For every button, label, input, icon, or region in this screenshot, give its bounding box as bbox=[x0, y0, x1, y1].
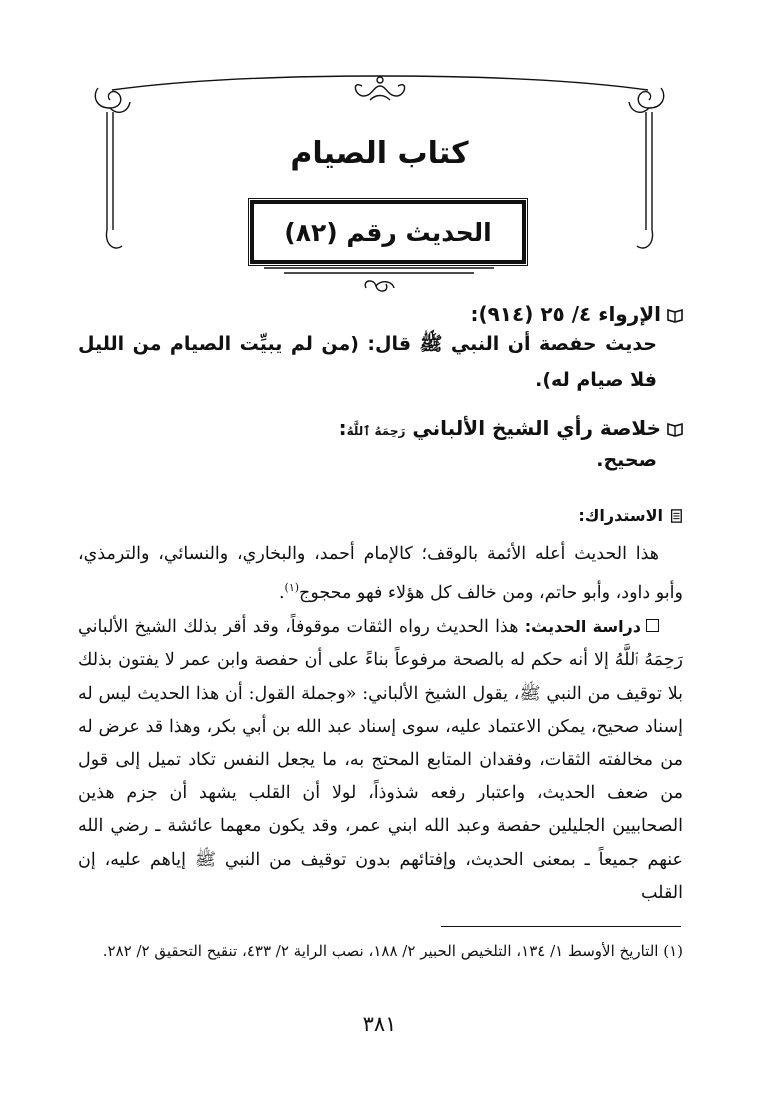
hadith-number-label: الحديث رقم (٨٢) bbox=[284, 217, 492, 247]
albani-section bbox=[78, 416, 683, 478]
albani-heading: خلاصة رأي الشيخ الألباني bbox=[412, 416, 661, 440]
hadith-text: حديث حفصة أن النبي ﷺ قال: (من لم يبيِّت الصيام من الليل فلا صيام له). bbox=[78, 333, 657, 391]
paragraph-1-end: . bbox=[278, 583, 285, 604]
paragraph-1-text: هذا الحديث أعله الأئمة بالوقف؛ كالإمام أحمد، والبخاري، والنسائي، والترمذي، وأبو داود، وأبو حاتم، ومن خالف كل هؤلاء فهو محجوج bbox=[78, 544, 683, 604]
albani-honorific: رَحِمَهُ ٱللَّهُ bbox=[346, 424, 406, 438]
book-icon bbox=[667, 421, 683, 437]
book-title: كتاب الصيام bbox=[290, 136, 469, 171]
footnote: (١) التاريخ الأوسط ١/ ١٣٤، التلخيص الحبير ٢/ ١٨٨، نصب الراية ٢/ ٤٣٣، تنقيح التحقيق ٢/ ٢٨٢. bbox=[102, 942, 683, 960]
irwa-heading-row bbox=[78, 302, 683, 326]
paragraph-2-text: هذا الحديث رواه الثقات موقوفاً، وقد أقر بذلك الشيخ الألباني رَحِمَهُ ٱللَّهُ إلا أنه حكم له بالصحة مرفوعاً بناءً على أن حفصة وابن عمر لا يفتون بذلك بلا توقيف من النبي ﷺ، يقول الشيخ الألباني: «وجملة القول: أن هذا الحديث ليس له إسناد صحيح، يمكن الاعتماد عليه، سوى إسناد عبد الله بن أبي بكر، وهذا قد عرض له من مخالفته الثقات، وفقدان المتابع المحتج به، ما يجعل النفس تكاد تميل إلى قول من ضعف الحديث، واعتبار رفعه شذوذاً، لولا أن القلب يشهد أن جزم هذين الصحابيين الجليلين حفصة وعبد الله ابني عمر، وقد يكون معهما عائشة ـ رضي الله عنهم جميعاً ـ بمعنى الحديث، وإفتائهم بدون توقيف من النبي ﷺ إياهم عليه، إن القلب bbox=[78, 617, 684, 903]
istidrak-section bbox=[78, 506, 683, 525]
page-number: ٣٨١ bbox=[362, 1012, 397, 1036]
hadith-number-box bbox=[250, 200, 526, 264]
irwa-section bbox=[78, 302, 683, 398]
book-icon bbox=[667, 307, 683, 323]
istidrak-heading-row bbox=[78, 506, 683, 525]
istidrak-heading: الاستدراك: bbox=[578, 506, 663, 525]
albani-heading-colon: : bbox=[338, 416, 347, 440]
paragraph-1 bbox=[78, 538, 683, 610]
study-label: دراسة الحديث: bbox=[524, 617, 641, 637]
verdict: صحيح. bbox=[596, 449, 657, 471]
footnote-marker: (١) bbox=[284, 581, 300, 595]
albani-heading-row bbox=[78, 416, 683, 440]
notes-icon bbox=[669, 509, 683, 523]
paragraph-2 bbox=[78, 610, 683, 910]
body-text bbox=[78, 538, 683, 910]
irwa-heading: الإرواء ٤/ ٢٥ (٩١٤): bbox=[470, 302, 661, 326]
footnote-divider bbox=[441, 926, 681, 927]
square-bullet-icon bbox=[646, 619, 659, 632]
